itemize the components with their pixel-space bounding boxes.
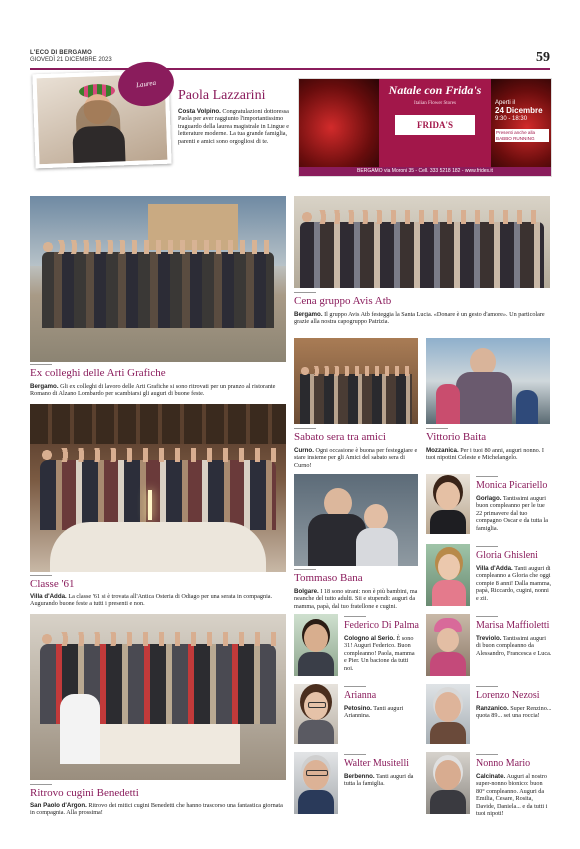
sabato-title: Sabato sera tra amici	[294, 431, 386, 443]
tommaso-rule	[294, 569, 316, 570]
arti-caption	[30, 383, 286, 398]
ad-open-label: Aperti il	[495, 100, 516, 106]
federico-rule	[344, 616, 366, 617]
avis-title: Cena gruppo Avis Atb	[294, 295, 392, 307]
marisa-text: Tantissimi auguri di buon compleanno da Alessandro, Francesca e Luca.	[476, 635, 552, 657]
marisa-title: Marisa Maffioletti	[476, 620, 550, 631]
arianna-photo	[294, 684, 338, 744]
cugini-caption	[30, 802, 286, 817]
arti-grafiche-photo	[30, 196, 286, 362]
tommaso-title: Tommaso Bana	[294, 572, 363, 584]
header-rule	[30, 68, 550, 70]
vittorio-photo	[426, 338, 550, 424]
ad-open-date: 24 Dicembre	[495, 106, 543, 115]
walter-text: Tanti auguri da tutta la famiglia.	[344, 773, 414, 788]
lorenzo-title: Lorenzo Nezosi	[476, 690, 540, 701]
classe-place: Villa d'Adda.	[30, 593, 67, 600]
fridas-advertisement[interactable]	[298, 78, 552, 177]
ad-promo: Presenti anche alla BABBO RUNNING	[495, 129, 549, 142]
federico-text: È sono 31! Auguri Federico. Buon compleanno! Paola, mamma e Pier. Un bacione da tutti noi.	[344, 635, 415, 672]
vittorio-title: Vittorio Baita	[426, 431, 487, 443]
avis-text: Il gruppo Avis Atb festeggia la Santa Lucia. «Donare è un gesto d'amore». Un particolare grazie alla nostra capogruppo Patrizia.	[294, 311, 545, 326]
avis-caption	[294, 311, 550, 326]
ad-subtitle: Italian Flower Stores	[414, 101, 456, 106]
lorenzo-place: Ranzanico.	[476, 705, 509, 712]
sabato-caption	[294, 447, 418, 469]
ad-opening	[495, 99, 549, 142]
marisa-caption	[476, 635, 552, 657]
ad-hours: 9:30 - 18:30	[495, 116, 528, 122]
lorenzo-text: Super Renzino... quota 89... sei una roccia!	[476, 705, 552, 720]
monica-title: Monica Picariello	[476, 480, 548, 491]
tommaso-place: Bolgare.	[294, 588, 319, 595]
laurea-caption	[178, 108, 290, 145]
lorenzo-caption	[476, 705, 552, 720]
gloria-title: Gloria Ghisleni	[476, 550, 538, 561]
vittorio-caption	[426, 447, 550, 462]
sabato-text: Ogni occasione è buona per festeggiare e stare insieme per gli Amici del sabato sera di Curno!	[294, 447, 418, 469]
monica-text: Tantissimi auguri buon compleanno per le tue 22 primavere dal tuo compagno Oscar e da tutta la famiglia.	[476, 495, 548, 532]
vittorio-text: Per i tuoi 80 anni, auguri nonno. I tuoi nipotini Celeste e Michelangelo.	[426, 447, 544, 462]
newspaper-name: L'ECO DI BERGAMO	[30, 50, 92, 56]
monica-rule	[476, 476, 498, 477]
avis-photo	[294, 196, 550, 288]
walter-caption	[344, 773, 418, 788]
cugini-place: San Paolo d'Argon.	[30, 802, 87, 809]
arti-title: Ex colleghi delle Arti Grafiche	[30, 367, 166, 379]
cugini-title: Ritrovo cugini Benedetti	[30, 787, 139, 799]
laurea-text: Congratulazioni dottoressa Paola per aver raggiunto l'importantissimo traguardo della laurea magistrale in Lingue e letterature moderne. La tua grande famiglia, parenti e amici sono orgogliosi di te.	[178, 108, 289, 145]
cugini-text: Ritrovo dei mitici cugini Benedetti che hanno trascorso una fantastica giornata in compagnia. Alla prossima!	[30, 802, 283, 817]
arianna-title: Arianna	[344, 690, 377, 701]
lorenzo-rule	[476, 686, 498, 687]
nonno-text: Auguri al nostro super-nonno bionico: buon 80° compleanno. Auguri da Emilia, Cesare, Rosita, Davide, Daniela... e da tutti i tuoi nipoti!	[476, 773, 548, 818]
laurea-badge: Laurea	[115, 58, 177, 109]
gloria-place: Villa d'Adda.	[476, 565, 513, 572]
arianna-rule	[344, 686, 366, 687]
lorenzo-photo	[426, 684, 470, 744]
tommaso-caption	[294, 588, 418, 610]
gloria-photo	[426, 544, 470, 606]
nonno-caption	[476, 773, 552, 817]
federico-title: Federico Di Palma	[344, 620, 419, 631]
ad-title: Natale con Frida's	[388, 83, 482, 97]
classe-61-photo	[30, 404, 286, 572]
nonno-place: Calcinate.	[476, 773, 506, 780]
sabato-rule	[294, 428, 316, 429]
gloria-rule	[476, 546, 498, 547]
marisa-place: Treviolo.	[476, 635, 502, 642]
walter-place: Berbenno.	[344, 773, 375, 780]
nonno-title: Nonno Mario	[476, 758, 531, 769]
vittorio-place: Mozzanica.	[426, 447, 459, 454]
walter-rule	[344, 754, 366, 755]
issue-date: GIOVEDÌ 21 DICEMBRE 2023	[30, 57, 112, 63]
classe-text: La classe '61 si è trovata all'Antica Osteria di Odiago per una serata in compagnia. Augurando buone feste a tutti i presenti e non.	[30, 593, 273, 608]
monica-place: Gorlago.	[476, 495, 502, 502]
cugini-rule	[30, 784, 52, 785]
gloria-text: Tanti auguri di compleanno a Gloria che oggi compie 8 anni! Dalla mamma, papà, Riccardo, cugini, nonni e zii.	[476, 565, 552, 602]
arianna-text: Tanti auguri Ariannina.	[344, 705, 404, 720]
arti-rule	[30, 364, 52, 365]
federico-photo	[294, 614, 338, 676]
fridas-logo: FRIDA'S	[395, 115, 475, 135]
marisa-rule	[476, 616, 498, 617]
laurea-name: Paola Lazzarini	[178, 88, 266, 103]
avis-place: Bergamo.	[294, 311, 323, 318]
gloria-caption	[476, 565, 552, 602]
federico-caption	[344, 635, 418, 672]
walter-title: Walter Musitelli	[344, 758, 410, 769]
avis-rule	[294, 292, 316, 293]
classe-title: Classe '61	[30, 578, 75, 590]
arti-text: Gli ex colleghi di lavoro delle Arti Grafiche si sono ritrovati per un pranzo al ristorante Romano di Alzano Lombardo per scambiarsi gli auguri di buone feste.	[30, 383, 276, 398]
sabato-photo	[294, 338, 418, 424]
arianna-place: Petosino.	[344, 705, 372, 712]
vittorio-rule	[426, 428, 448, 429]
classe-rule	[30, 575, 52, 576]
poinsettia-left-image	[299, 79, 379, 176]
tommaso-text: I 18 sono strani: non è più bambini, ma neanche del tutto adulti. Sii e stupendi: auguri da mamma, papà, dal tuo fratellone e cugini.	[294, 588, 418, 610]
masthead	[30, 50, 112, 64]
monica-photo	[426, 474, 470, 534]
classe-caption	[30, 593, 286, 608]
walter-photo	[294, 752, 338, 814]
ad-footer: BERGAMO via Moroni 35 - Cell. 333 5218 182 - www.frides.it	[299, 167, 551, 176]
cugini-benedetti-photo	[30, 614, 286, 780]
federico-place: Cologno al Serio.	[344, 635, 395, 642]
marisa-photo	[426, 614, 470, 676]
tommaso-photo	[294, 474, 418, 566]
laurea-place: Costa Volpino.	[178, 108, 221, 115]
sabato-place: Curno.	[294, 447, 314, 454]
nonno-mario-photo	[426, 752, 470, 814]
arti-place: Bergamo.	[30, 383, 59, 390]
page-number: 59	[536, 50, 550, 65]
nonno-rule	[476, 754, 498, 755]
monica-caption	[476, 495, 552, 532]
arianna-caption	[344, 705, 418, 720]
